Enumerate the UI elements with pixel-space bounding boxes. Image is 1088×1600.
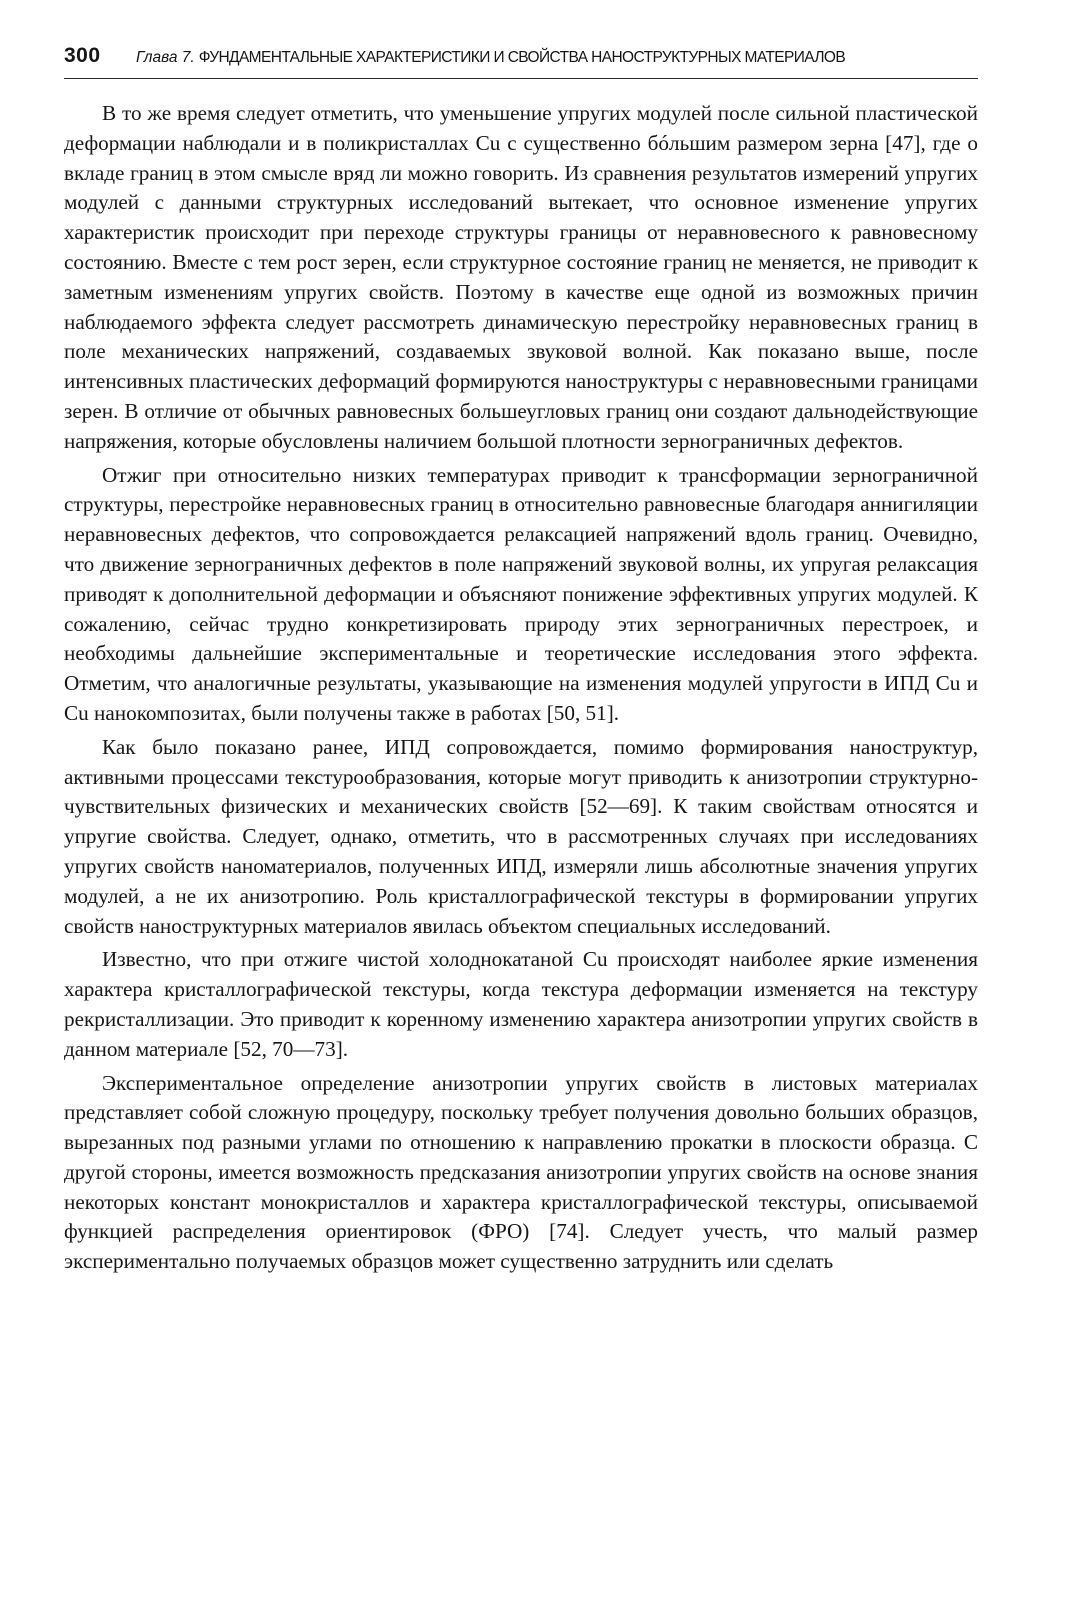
- chapter-title: ФУНДАМЕНТАЛЬНЫЕ ХАРАКТЕРИСТИКИ И СВОЙСТВА НАНОСТРУКТУРНЫХ МАТЕРИАЛОВ: [198, 49, 846, 66]
- chapter-label: Глава 7.: [136, 49, 195, 66]
- running-header: [64, 44, 978, 79]
- paragraph-4: Известно, что при отжиге чистой холоднокатаной Cu происходят наиболее яркие изменения характера кристаллографической текстуры, когда текстура деформации изменяется на текстуру рекристаллизации. Это приводит к коренному изменению характера анизотропии упругих свойств в данном материале [52, 70—73].: [64, 947, 978, 1061]
- paragraph-2: Отжиг при относительно низких температурах приводит к трансформации зернограничной структуры, перестройке неравновесных границ в относительно равновесные благодаря аннигиляции неравновесных дефектов, что сопровождается релаксацией напряжений вдоль границ. Очевидно, что движение зернограничных дефектов в поле напряжений звуковой волны, их упругая релаксация приводят к дополнительной деформации и объясняют понижение эффективных упругих модулей. К сожалению, сейчас трудно конкретизировать природу этих зернограничных перестроек, и необходимы дальнейшие экспериментальные и теоретические исследования этого эффекта. Отметим, что аналогичные результаты, указывающие на изменения модулей упругости в ИПД Cu и Cu нанокомпозитах, были получены также в работах [50, 51].: [64, 462, 978, 725]
- paragraph-5: Экспериментальное определение анизотропии упругих свойств в листовых материалах представляет собой сложную процедуру, поскольку требует получения довольно больших образцов, вырезанных под разными углами по отношению к направлению прокатки в плоскости образца. С другой стороны, имеется возможность предсказания анизотропии упругих свойств на основе знания некоторых констант монокристаллов и характера кристаллографической текстуры, описываемой функцией распределения ориентировок (ФРО) [74]. Следует учесть, что малый размер экспериментально получаемых образцов может существенно затруднить или сделать: [64, 1070, 978, 1274]
- body-text: [64, 99, 978, 1277]
- paragraph-3: Как было показано ранее, ИПД сопровождается, помимо формирования наноструктур, активными процессами текстурообразования, которые могут приводить к анизотропии структурно-чувствительных физических и механических свойств [52—69]. К таким свойствам относятся и упругие свойства. Следует, однако, отметить, что в рассмотренных случаях при исследованиях упругих свойств наноматериалов, полученных ИПД, измеряли лишь абсолютные значения упругих модулей, а не их анизотропию. Роль кристаллографической текстуры в формировании упругих свойств наноструктурных материалов явилась объектом специальных исследований.: [64, 734, 978, 938]
- paragraph-1: В то же время следует отметить, что уменьшение упругих модулей после сильной пластической деформации наблюдали и в поликристаллах Cu с существенно бóльшим размером зерна [47], где о вкладе границ в этом смысле вряд ли можно говорить. Из сравнения результатов измерений упругих модулей с данными структурных исследований вытекает, что основное изменение упругих характеристик происходит при переходе структуры границы от неравновесного к равновесному состоянию. Вместе с тем рост зерен, если структурное состояние границ не меняется, не приводит к заметным изменениям упругих свойств. Поэтому в качестве еще одной из возможных причин наблюдаемого эффекта следует рассмотреть динамическую перестройку неравновесных границ в поле механических напряжений, создаваемых звуковой волной. Как показано выше, после интенсивных пластических деформаций формируются наноструктуры с неравновесными границами зерен. В отличие от обычных равновесных большеугловых границ они создают дальнодействующие напряжения, которые обусловлены наличием большой плотности зернограничных дефектов.: [64, 101, 978, 453]
- book-page: [64, 44, 978, 1564]
- page-number: 300: [64, 44, 101, 67]
